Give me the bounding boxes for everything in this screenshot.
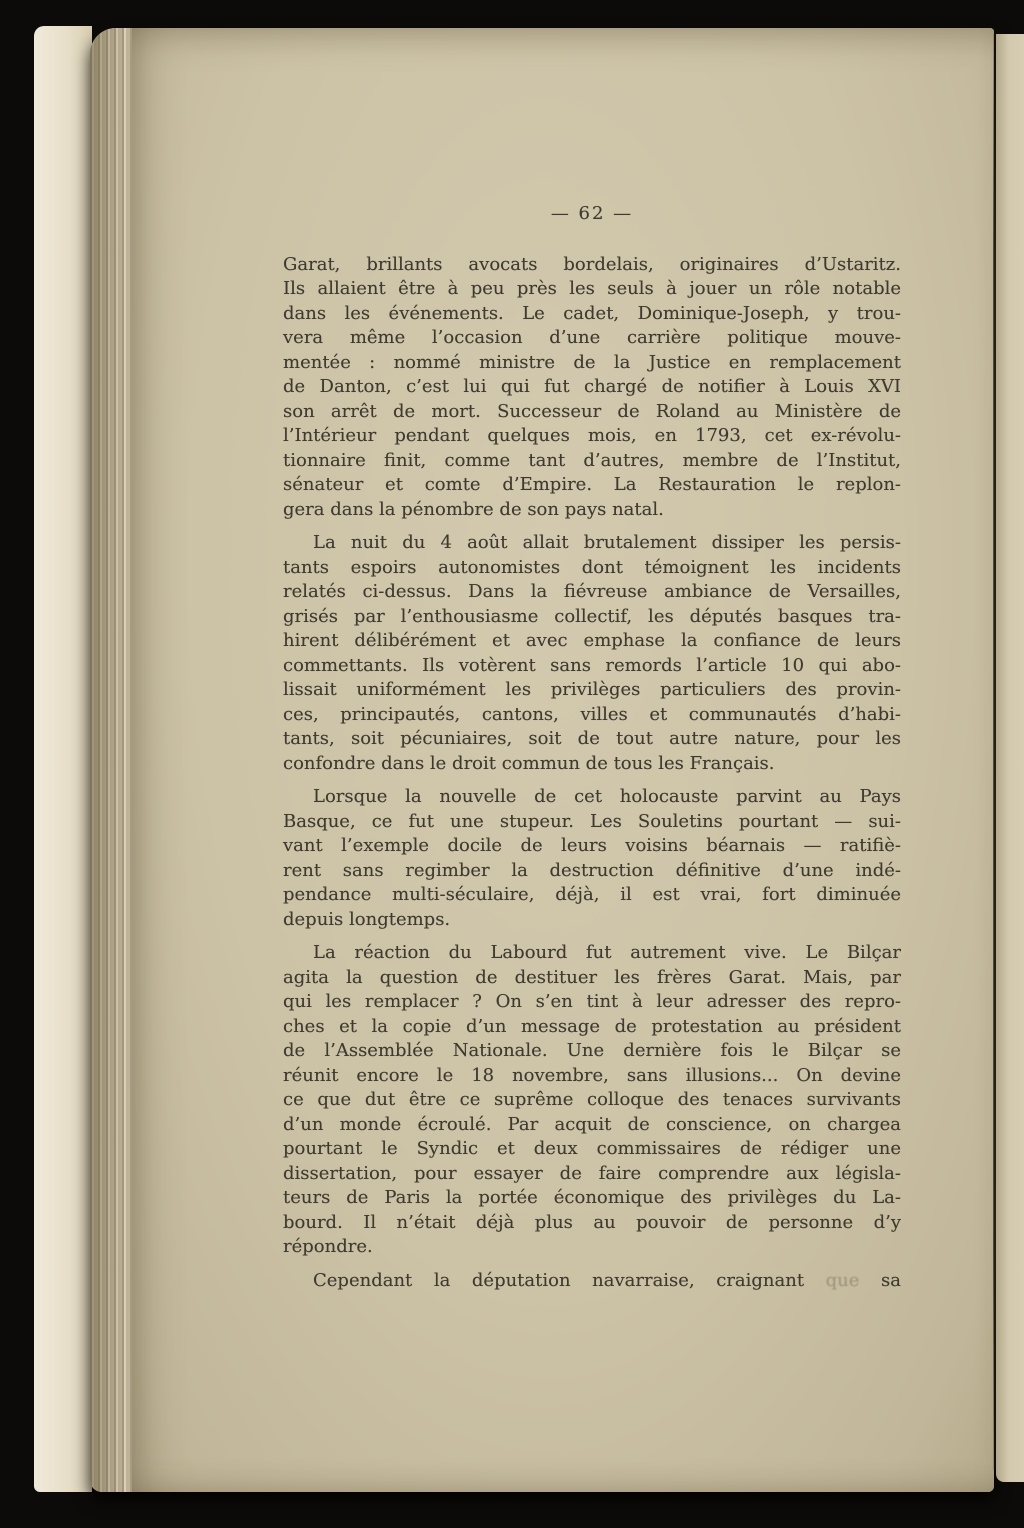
text-line: d’un monde écroulé. Par acquit de conscience, on chargea bbox=[283, 1113, 901, 1135]
text-line: depuis longtemps. bbox=[283, 908, 451, 930]
text-line: Garat, brillants avocats bordelais, originaires d’Ustaritz. bbox=[283, 253, 901, 275]
paragraph bbox=[283, 253, 901, 523]
text-line: Basque, ce fut une stupeur. Les Souletins pourtant — sui- bbox=[283, 810, 901, 832]
text-line: lissait uniformément les privilèges particuliers des provin- bbox=[283, 679, 901, 700]
text-line: Ils allaient être à peu près les seuls à jouer un rôle notable bbox=[283, 278, 901, 299]
text-line: confondre dans le droit commun de tous les Français. bbox=[283, 752, 775, 774]
text-line: répondre. bbox=[283, 1236, 373, 1257]
paragraph bbox=[283, 785, 901, 932]
faded-word: que bbox=[825, 1269, 860, 1291]
text-line: rent sans regimber la destruction définitive d’une indé- bbox=[283, 859, 901, 881]
paragraph bbox=[283, 531, 901, 776]
text-line: gera dans la pénombre de son pays natal. bbox=[283, 498, 664, 520]
paragraph bbox=[283, 941, 901, 1260]
text-line: pourtant le Syndic et deux commissaires de rédiger une bbox=[283, 1138, 901, 1159]
text-line: qui les remplacer ? On s’en tint à leur adresser des repro- bbox=[283, 991, 901, 1012]
page-edge-stack bbox=[90, 28, 132, 1492]
text-line: agita la question de destituer les frères Garat. Mais, par bbox=[283, 966, 901, 988]
text-segment: sa bbox=[859, 1269, 901, 1291]
text-line: vera même l’occasion d’une carrière politique mouve- bbox=[283, 327, 901, 348]
text-line: pendance multi-séculaire, déjà, il est vrai, fort diminuée bbox=[283, 884, 901, 905]
text-line: La nuit du 4 août allait brutalement dissiper les persis- bbox=[313, 532, 901, 553]
text-line: teurs de Paris la portée économique des privilèges du La- bbox=[283, 1187, 901, 1208]
text-block bbox=[283, 202, 901, 1293]
text-segment: Cependant la députation navarraise, craignant bbox=[313, 1269, 826, 1291]
text-line: La réaction du Labourd fut autrement vive. Le Bilçar bbox=[313, 942, 901, 963]
text-line: sénateur et comte d’Empire. La Restauration le replon- bbox=[283, 474, 901, 495]
text-line: ches et la copie d’un message de protestation au président bbox=[283, 1015, 901, 1037]
text-line: hirent délibérément et avec emphase la confiance de leurs bbox=[283, 630, 901, 651]
text-line: grisés par l’enthousiasme collectif, les députés basques tra- bbox=[283, 605, 901, 627]
text-line: vant l’exemple docile de leurs voisins béarnais — ratifiè- bbox=[283, 835, 901, 856]
text-line: Lorsque la nouvelle de cet holocauste parvint au Pays bbox=[313, 786, 901, 807]
text-line: dissertation, pour essayer de faire comprendre aux législa- bbox=[283, 1162, 901, 1184]
text-line: tants espoirs autonomistes dont témoignent les incidents bbox=[283, 556, 901, 578]
text-body bbox=[283, 253, 901, 1294]
text-line: relatés ci-dessus. Dans la fiévreuse ambiance de Versailles, bbox=[283, 581, 901, 602]
text-line: commettants. Ils votèrent sans remords l’article 10 qui abo- bbox=[283, 654, 901, 676]
text-line: de l’Assemblée Nationale. Une dernière fois le Bilçar se bbox=[283, 1040, 901, 1061]
text-line: dans les événements. Le cadet, Dominique-Joseph, y trou- bbox=[283, 302, 901, 324]
text-line: ces, principautés, cantons, villes et communautés d’habi- bbox=[283, 703, 901, 725]
text-line bbox=[283, 1269, 901, 1294]
text-line: réunit encore le 18 novembre, sans illusions... On devine bbox=[283, 1064, 901, 1086]
paragraph bbox=[283, 1269, 901, 1294]
text-line: tionnaire finit, comme tant d’autres, membre de l’Institut, bbox=[283, 449, 901, 471]
flyleaf-page-edge bbox=[34, 26, 92, 1492]
text-line: bourd. Il n’était déjà plus au pouvoir de personne d’y bbox=[283, 1211, 901, 1233]
text-line: son arrêt de mort. Successeur de Roland au Ministère de bbox=[283, 400, 901, 422]
text-line: de Danton, c’est lui qui fut chargé de notifier à Louis XVI bbox=[283, 376, 901, 397]
page-number: — 62 — bbox=[550, 203, 634, 224]
text-line: ce que dut être ce suprême colloque des tenaces survivants bbox=[283, 1089, 901, 1110]
text-line: mentée : nommé ministre de la Justice en remplacement bbox=[283, 351, 901, 373]
text-line: l’Intérieur pendant quelques mois, en 1793, cet ex-révolu- bbox=[283, 425, 901, 446]
facing-page-edge bbox=[996, 34, 1024, 1482]
text-line: tants, soit pécuniaires, soit de tout autre nature, pour les bbox=[283, 728, 901, 749]
